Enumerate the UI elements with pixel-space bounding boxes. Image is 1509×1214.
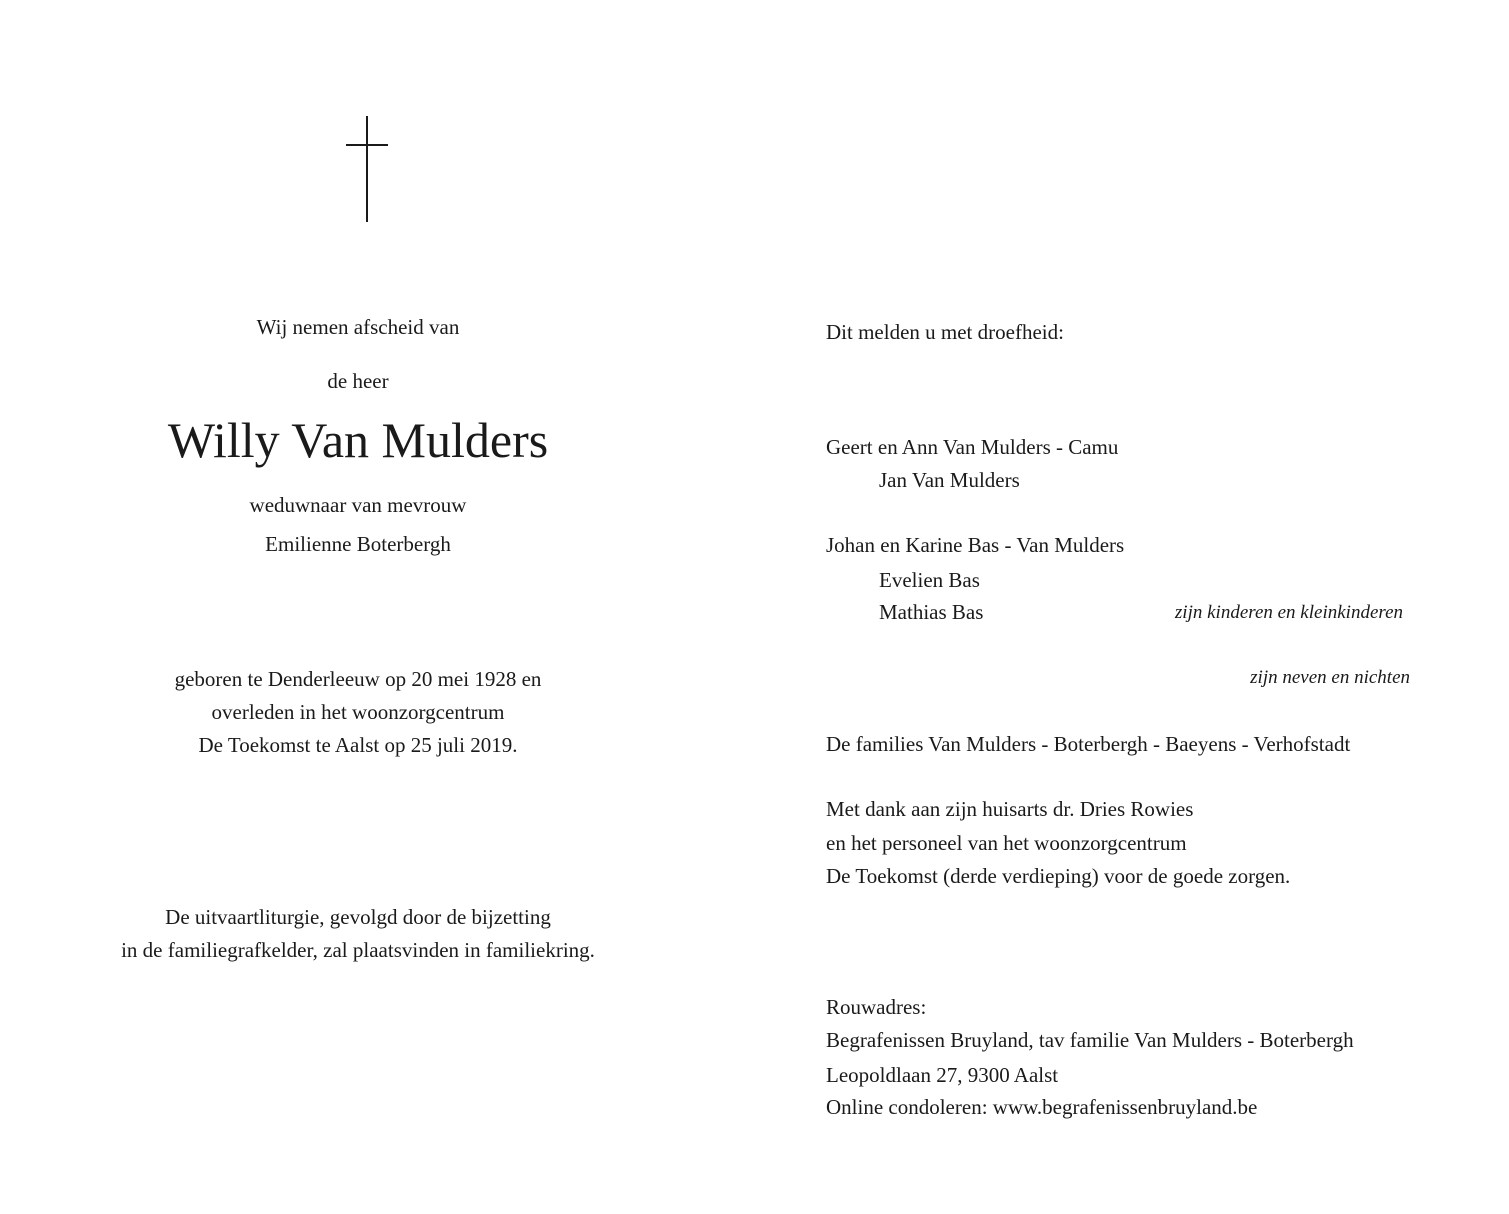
address-line-2: Leopoldlaan 27, 9300 Aalst — [826, 1063, 1059, 1087]
family-2-child-1: Evelien Bas — [879, 568, 980, 592]
families-line: De families Van Mulders - Boterbergh - Baeyens - Verhofstadt — [826, 732, 1351, 756]
family-1-child: Jan Van Mulders — [879, 468, 1020, 492]
address-line-1: Begrafenissen Bruyland, tav familie Van Mulders - Boterbergh — [826, 1028, 1354, 1052]
condolence-link[interactable]: Online condoleren: www.begrafenissenbruyland.be — [826, 1095, 1258, 1119]
thanks-line-2: en het personeel van het woonzorgcentrum — [826, 831, 1187, 855]
funeral-line-1: De uitvaartliturgie, gevolgd door de bijzetting — [165, 905, 551, 929]
funeral-line-2: in de familiegrafkelder, zal plaatsvinden in familiekring. — [121, 938, 595, 962]
thanks-line-3: De Toekomst (derde verdieping) voor de goede zorgen. — [826, 864, 1291, 888]
family-2: Johan en Karine Bas - Van Mulders — [826, 533, 1125, 557]
birth-line: geboren te Denderleeuw op 20 mei 1928 en — [174, 667, 542, 691]
title-text: de heer — [327, 369, 389, 393]
spouse-name: Emilienne Boterbergh — [265, 532, 451, 556]
announce-text: Dit melden u met droefheid: — [826, 320, 1064, 344]
family-1: Geert en Ann Van Mulders - Camu — [826, 435, 1119, 459]
address-label: Rouwadres: — [826, 995, 927, 1019]
family-2-child-2: Mathias Bas — [879, 600, 984, 624]
thanks-line-1: Met dank aan zijn huisarts dr. Dries Rowies — [826, 797, 1194, 821]
cross-icon — [346, 116, 388, 222]
death-line-2: De Toekomst te Aalst op 25 juli 2019. — [198, 733, 518, 757]
widower-text: weduwnaar van mevrouw — [249, 493, 467, 517]
intro-text: Wij nemen afscheid van — [256, 315, 460, 339]
children-note: zijn kinderen en kleinkinderen — [1174, 602, 1403, 623]
death-line-1: overleden in het woonzorgcentrum — [211, 700, 505, 724]
cousins-note: zijn neven en nichten — [1250, 667, 1410, 688]
deceased-name: Willy Van Mulders — [167, 412, 549, 468]
